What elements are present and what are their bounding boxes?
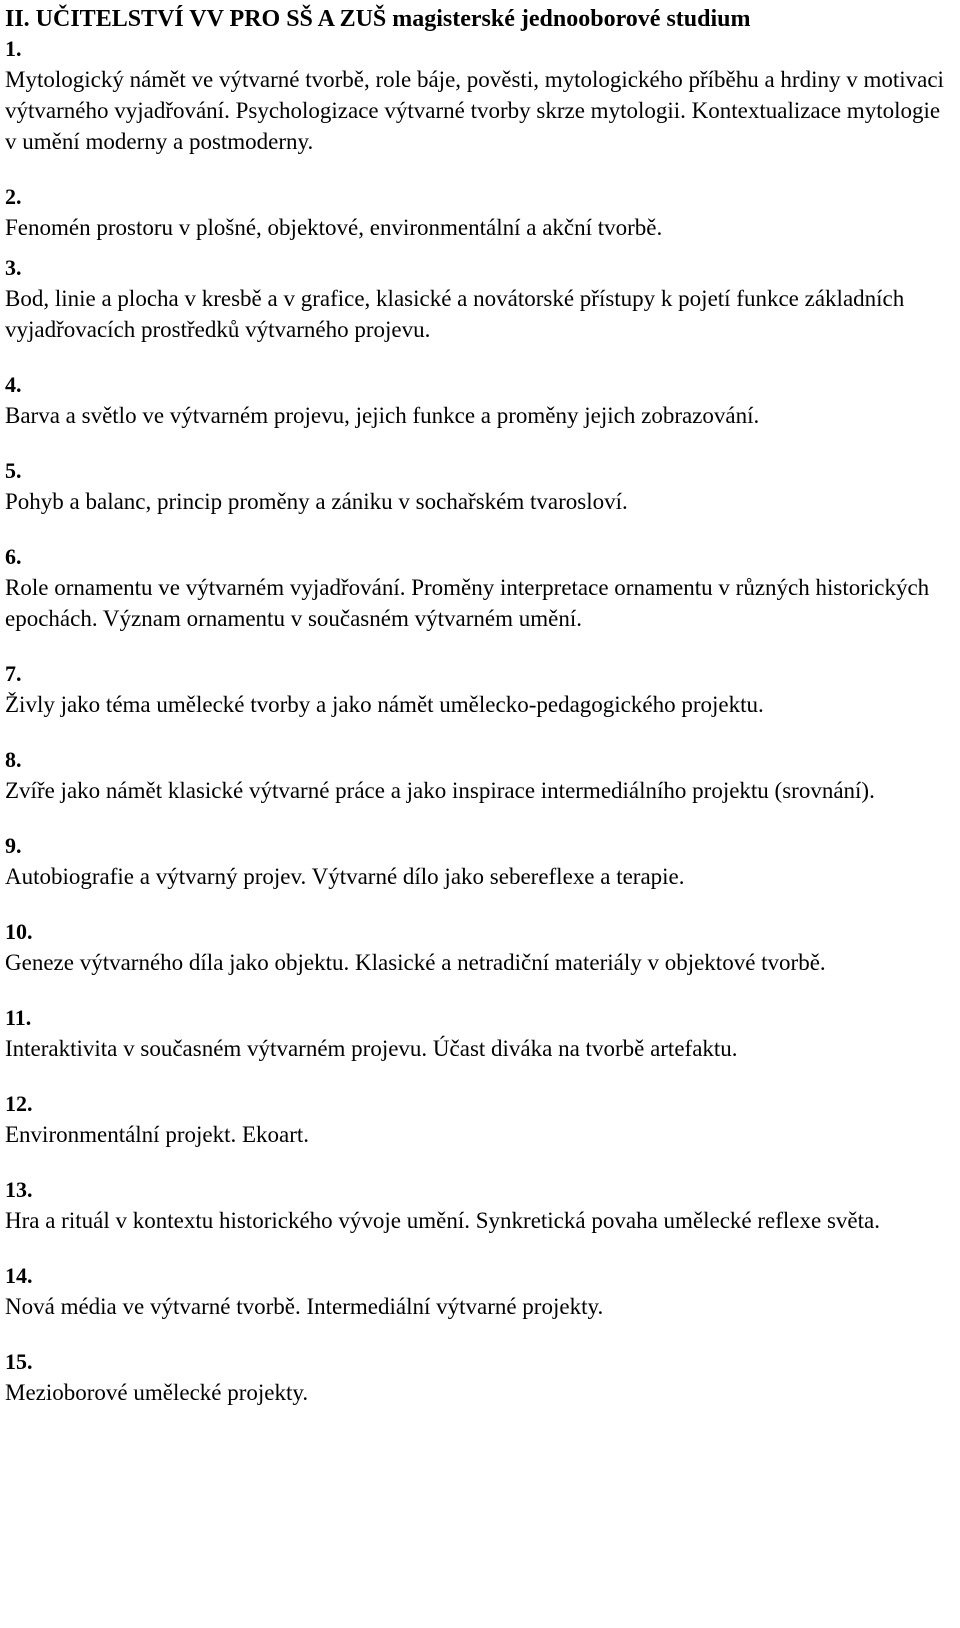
topic-item: [5, 34, 960, 157]
topic-text: Environmentální projekt. Ekoart.: [5, 1122, 310, 1147]
topic-text: Bod, linie a plocha v kresbě a v grafice, klasické a novátorské přístupy k pojetí funkce základních vyjadřovacích prostředků výtvarného projevu.: [5, 286, 905, 342]
topic-text: Mytologický námět ve výtvarné tvorbě, role báje, pověsti, mytologického příběhu a hrdiny v motivaci výtvarného vyjadřování. Psychologizace výtvarné tvorby skrze mytologii. Kontextualizace mytologie v umění moderny a postmoderny.: [5, 67, 944, 154]
topic-text: Autobiografie a výtvarný projev. Výtvarné dílo jako sebereflexe a terapie.: [5, 864, 685, 889]
topic-text: Interaktivita v současném výtvarném projevu. Účast diváka na tvorbě artefaktu.: [5, 1036, 738, 1061]
topic-number: 3.: [5, 255, 22, 280]
topic-number: 4.: [5, 372, 22, 397]
topic-item: [5, 659, 960, 720]
topic-text: Fenomén prostoru v plošné, objektové, environmentální a akční tvorbě.: [5, 215, 663, 240]
topic-text: Role ornamentu ve výtvarném vyjadřování. Proměny interpretace ornamentu v různých historických epochách. Význam ornamentu v současném výtvarném umění.: [5, 575, 930, 631]
topic-text: Nová média ve výtvarné tvorbě. Intermediální výtvarné projekty.: [5, 1294, 604, 1319]
topic-text: Živly jako téma umělecké tvorby a jako námět umělecko-pedagogického projektu.: [5, 692, 764, 717]
topic-item: [5, 253, 960, 345]
topic-number: 7.: [5, 661, 22, 686]
topic-item: [5, 1089, 960, 1150]
document-title: II. UČITELSTVÍ VV PRO SŠ A ZUŠ magisterské jednooborové studium: [5, 6, 751, 32]
topic-item: [5, 917, 960, 978]
topic-number: 13.: [5, 1177, 33, 1202]
topic-text: Zvíře jako námět klasické výtvarné práce a jako inspirace intermediálního projektu (srovnání).: [5, 778, 875, 803]
topic-text: Geneze výtvarného díla jako objektu. Klasické a netradiční materiály v objektové tvorbě.: [5, 950, 826, 975]
topic-number: 14.: [5, 1263, 33, 1288]
topic-item: [5, 370, 960, 431]
topic-text: Barva a světlo ve výtvarném projevu, jejich funkce a proměny jejich zobrazování.: [5, 403, 760, 428]
topic-number: 15.: [5, 1349, 33, 1374]
topic-text: Hra a rituál v kontextu historického vývoje umění. Synkretická povaha umělecké reflexe světa.: [5, 1208, 880, 1233]
topic-number: 1.: [5, 36, 22, 61]
topic-number: 11.: [5, 1005, 32, 1030]
topic-number: 12.: [5, 1091, 33, 1116]
topic-item: [5, 831, 960, 892]
topic-number: 9.: [5, 833, 22, 858]
topic-number: 8.: [5, 747, 22, 772]
topic-item: [5, 456, 960, 517]
topic-number: 2.: [5, 184, 22, 209]
topic-number: 10.: [5, 919, 33, 944]
topic-item: [5, 1347, 960, 1408]
topic-item: [5, 1003, 960, 1064]
topic-text: Pohyb a balanc, princip proměny a zániku v sochařském tvarosloví.: [5, 489, 628, 514]
topic-item: [5, 1175, 960, 1236]
topic-item: [5, 745, 960, 806]
topic-item: [5, 182, 960, 243]
topic-item: [5, 1261, 960, 1322]
topic-item: [5, 542, 960, 634]
topic-number: 6.: [5, 544, 22, 569]
topic-text: Mezioborové umělecké projekty.: [5, 1380, 309, 1405]
topic-number: 5.: [5, 458, 22, 483]
